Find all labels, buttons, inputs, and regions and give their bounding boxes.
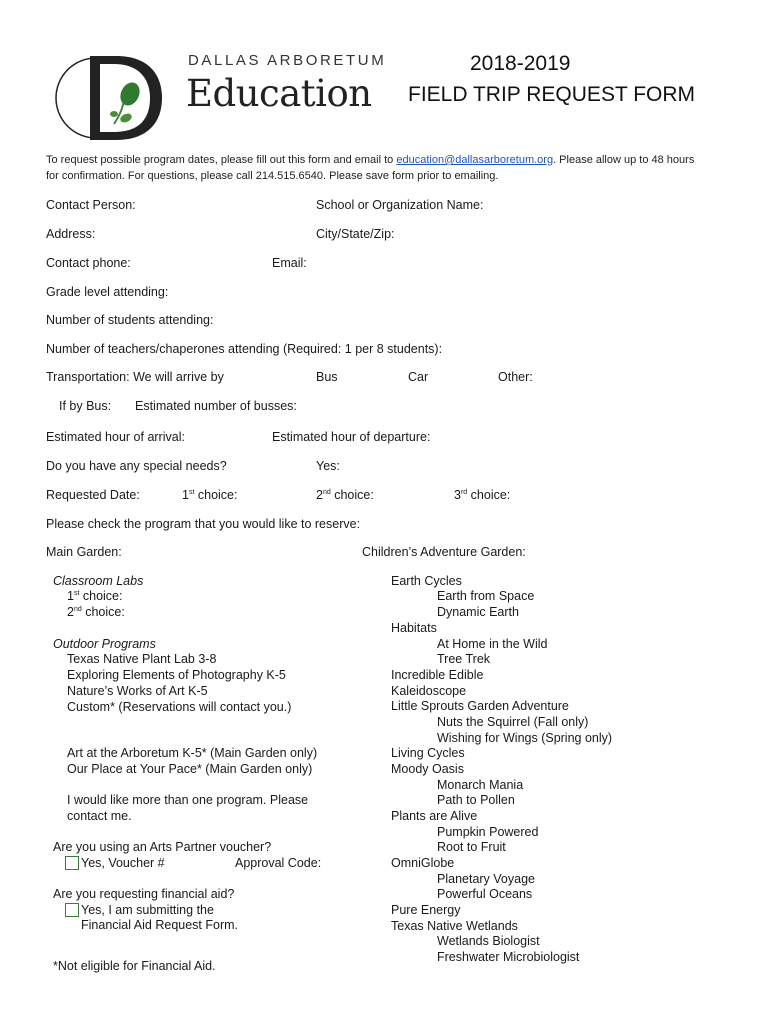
num-busses-label: Estimated number of busses:	[135, 399, 297, 413]
check-program-label: Please check the program that you would like to reserve:	[46, 517, 361, 531]
approval-code-label: Approval Code:	[235, 856, 322, 870]
transportation-label: Transportation: We will arrive by	[46, 370, 224, 384]
cag-program[interactable]: Wetlands Biologist	[437, 934, 540, 948]
city-state-zip-label: City/State/Zip:	[316, 227, 395, 241]
outdoor-program-item[interactable]: Texas Native Plant Lab 3-8	[67, 652, 217, 666]
cag-program[interactable]: Earth from Space	[437, 589, 535, 603]
financial-aid-yes-1: Yes, I am submitting the	[81, 903, 214, 917]
classroom-second-choice: 2nd choice:	[67, 605, 125, 619]
brand-top-label: DALLAS ARBORETUM	[188, 52, 387, 69]
brand-main-label: Education	[186, 72, 372, 115]
dallas-arboretum-logo-icon	[54, 52, 170, 144]
cag-program[interactable]: Dynamic Earth	[437, 605, 519, 619]
address-label: Address:	[46, 227, 96, 241]
grade-level-label: Grade level attending:	[46, 285, 169, 299]
cag-category: Plants are Alive	[391, 809, 478, 823]
other-option[interactable]: Other:	[498, 370, 533, 384]
cag-program[interactable]: Nuts the Squirrel (Fall only)	[437, 715, 589, 729]
bus-option[interactable]: Bus	[316, 370, 338, 384]
cag-program[interactable]: At Home in the Wild	[437, 637, 548, 651]
cag-category: Habitats	[391, 621, 437, 635]
our-place-option[interactable]: Our Place at Your Pace* (Main Garden only)	[67, 762, 313, 776]
cag-category: OmniGlobe	[391, 856, 455, 870]
cag-program[interactable]: Powerful Oceans	[437, 887, 533, 901]
special-needs-yes-label: Yes:	[316, 459, 340, 473]
art-at-arboretum-option[interactable]: Art at the Arboretum K-5* (Main Garden only)	[67, 746, 318, 760]
email-link[interactable]: education@dallasarboretum.org	[396, 154, 554, 166]
voucher-checkbox[interactable]	[65, 856, 79, 870]
contact-person-label: Contact Person:	[46, 198, 136, 212]
cag-program[interactable]: Root to Fruit	[437, 840, 506, 854]
main-garden-heading: Main Garden:	[46, 545, 122, 559]
intro-text-1: To request possible program dates, please fill out this form and email to	[46, 154, 397, 166]
car-option[interactable]: Car	[408, 370, 429, 384]
special-needs-label: Do you have any special needs?	[46, 459, 227, 473]
outdoor-program-item[interactable]: Custom* (Reservations will contact you.)	[67, 700, 292, 714]
third-choice-label: 3rd choice:	[454, 488, 511, 502]
more-than-one-text-2: contact me.	[67, 809, 132, 823]
contact-phone-label: Contact phone:	[46, 256, 131, 270]
cag-program[interactable]: Kaleidoscope	[391, 684, 467, 698]
cag-category: Texas Native Wetlands	[391, 919, 518, 933]
cag-program[interactable]: Monarch Mania	[437, 778, 524, 792]
footnote: *Not eligible for Financial Aid.	[53, 959, 216, 973]
classroom-labs-heading: Classroom Labs	[53, 574, 144, 588]
num-students-label: Number of students attending:	[46, 313, 214, 327]
school-name-label: School or Organization Name:	[316, 198, 484, 212]
cag-program[interactable]: Incredible Edible	[391, 668, 484, 682]
cag-category: Moody Oasis	[391, 762, 464, 776]
first-choice-label: 1st choice:	[182, 488, 238, 502]
form-title: FIELD TRIP REQUEST FORM	[408, 83, 696, 106]
outdoor-programs-heading: Outdoor Programs	[53, 637, 156, 651]
outdoor-program-item[interactable]: Nature’s Works of Art K-5	[67, 684, 208, 698]
more-than-one-text-1: I would like more than one program. Please	[67, 793, 309, 807]
cag-program[interactable]: Pumpkin Powered	[437, 825, 539, 839]
cag-program[interactable]: Planetary Voyage	[437, 872, 535, 886]
arts-partner-question: Are you using an Arts Partner voucher?	[53, 840, 272, 854]
outdoor-program-item[interactable]: Exploring Elements of Photography K-5	[67, 668, 286, 682]
email-label: Email:	[272, 256, 307, 270]
financial-aid-question: Are you requesting financial aid?	[53, 887, 235, 901]
voucher-label: Yes, Voucher #	[81, 856, 165, 870]
cag-program[interactable]: Tree Trek	[437, 652, 491, 666]
departure-label: Estimated hour of departure:	[272, 430, 431, 444]
arrival-label: Estimated hour of arrival:	[46, 430, 185, 444]
cag-program[interactable]: Pure Energy	[391, 903, 461, 917]
cag-category: Little Sprouts Garden Adventure	[391, 699, 569, 713]
cag-program[interactable]: Path to Pollen	[437, 793, 515, 807]
intro-text-2: . Please allow up to 48 hours for confirmation. For questions, please call 214.515.6540. Please save form prior to emailing.	[46, 154, 695, 182]
cag-program[interactable]: Wishing for Wings (Spring only)	[437, 731, 613, 745]
financial-aid-checkbox[interactable]	[65, 903, 79, 917]
classroom-first-choice: 1st choice:	[67, 589, 123, 603]
financial-aid-yes-2: Financial Aid Request Form.	[81, 918, 239, 932]
intro-paragraph	[46, 152, 706, 184]
num-teachers-label: Number of teachers/chaperones attending (Required: 1 per 8 students):	[46, 342, 443, 356]
cag-category: Earth Cycles	[391, 574, 462, 588]
requested-date-label: Requested Date:	[46, 488, 140, 502]
cag-program[interactable]: Living Cycles	[391, 746, 465, 760]
childrens-garden-heading: Children’s Adventure Garden:	[362, 545, 526, 559]
cag-program[interactable]: Freshwater Microbiologist	[437, 950, 580, 964]
form-year: 2018-2019	[470, 52, 571, 75]
if-by-bus-label: If by Bus:	[59, 399, 112, 413]
second-choice-label: 2nd choice:	[316, 488, 374, 502]
